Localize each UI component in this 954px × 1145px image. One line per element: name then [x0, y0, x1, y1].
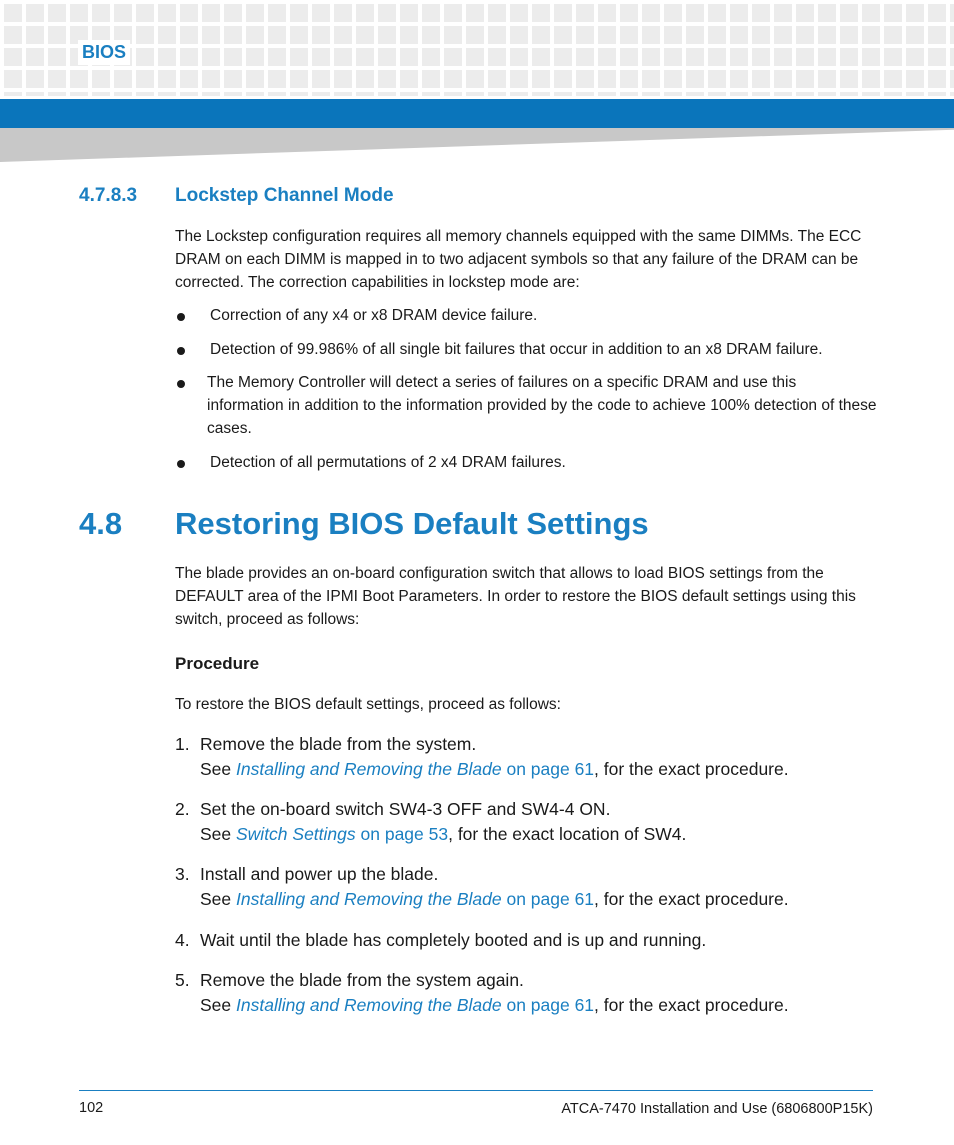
see-label: See — [200, 889, 236, 909]
list-item: Detection of all permutations of 2 x4 DRAM failures. — [210, 454, 566, 471]
step-reference — [175, 993, 895, 1018]
bullet-icon — [177, 347, 185, 355]
reference-suffix: , for the exact procedure. — [594, 759, 789, 779]
section-title: Restoring BIOS Default Settings — [175, 506, 649, 541]
step-text: Remove the blade from the system. — [200, 734, 477, 754]
bullet-icon — [177, 313, 185, 321]
cross-reference-link[interactable]: Installing and Removing the Blade — [236, 995, 502, 1015]
page-link[interactable]: on page 61 — [501, 995, 595, 1015]
procedure-step — [175, 928, 895, 953]
procedure-step — [175, 732, 895, 782]
list-item: Detection of 99.986% of all single bit failures that occur in addition to an x8 DRAM failure. — [210, 341, 823, 358]
section-number: 4.8 — [79, 506, 123, 541]
header-pattern — [0, 0, 954, 96]
cross-reference-link[interactable]: Installing and Removing the Blade — [236, 889, 502, 909]
page-number: 102 — [79, 1100, 104, 1116]
procedure-intro: To restore the BIOS default settings, proceed as follows: — [175, 696, 561, 713]
step-text: Wait until the blade has completely booted and is up and running. — [200, 930, 707, 950]
document-title: ATCA-7470 Installation and Use (6806800P15K) — [561, 1101, 873, 1117]
procedure-heading: Procedure — [175, 654, 260, 673]
list-item: The Memory Controller will detect a series of failures on a specific DRAM and use this information in addition to the information provided by the code to achieve 100% detection of these cases. — [207, 374, 877, 437]
page-link[interactable]: on page 53 — [355, 824, 449, 844]
section-intro: The blade provides an on-board configuration switch that allows to load BIOS settings from the DEFAULT area of the IPMI Boot Parameters. In order to restore the BIOS default settings using this switch, proceed as follows: — [175, 565, 856, 628]
step-number: 3. — [175, 864, 190, 884]
reference-suffix: , for the exact procedure. — [594, 995, 789, 1015]
bullet-icon — [177, 460, 185, 468]
step-reference — [175, 822, 895, 847]
cross-reference-link[interactable]: Switch Settings — [236, 824, 356, 844]
step-text: Install and power up the blade. — [200, 864, 439, 884]
subsection-number: 4.7.8.3 — [79, 185, 138, 206]
procedure-step — [175, 968, 895, 1018]
see-label: See — [200, 995, 236, 1015]
page-link[interactable]: on page 61 — [501, 889, 595, 909]
step-reference — [175, 757, 895, 782]
see-label: See — [200, 759, 236, 779]
step-text: Remove the blade from the system again. — [200, 970, 524, 990]
step-number: 5. — [175, 970, 190, 990]
header-swoosh — [0, 128, 954, 162]
procedure-step — [175, 797, 895, 847]
footer-divider — [79, 1090, 873, 1091]
cross-reference-link[interactable]: Installing and Removing the Blade — [236, 759, 502, 779]
subsection-intro: The Lockstep configuration requires all memory channels equipped with the same DIMMs. The ECC DRAM on each DIMM is mapped in to two adjacent symbols so that any failure of the DRAM can be corrected. The correction capabilities in lockstep mode are: — [175, 228, 862, 291]
reference-suffix: , for the exact procedure. — [594, 889, 789, 909]
subsection-title: Lockstep Channel Mode — [175, 185, 394, 206]
bullet-icon — [177, 380, 185, 388]
list-item: Correction of any x4 or x8 DRAM device failure. — [210, 307, 538, 324]
step-reference — [175, 887, 895, 912]
step-number: 4. — [175, 930, 190, 950]
step-text: Set the on-board switch SW4-3 OFF and SW4-4 ON. — [200, 799, 611, 819]
running-header: BIOS — [78, 40, 130, 65]
page-link[interactable]: on page 61 — [501, 759, 595, 779]
procedure-step — [175, 862, 895, 912]
header-bar — [0, 99, 954, 128]
see-label: See — [200, 824, 236, 844]
step-number: 2. — [175, 799, 190, 819]
step-number: 1. — [175, 734, 190, 754]
reference-suffix: , for the exact location of SW4. — [448, 824, 687, 844]
